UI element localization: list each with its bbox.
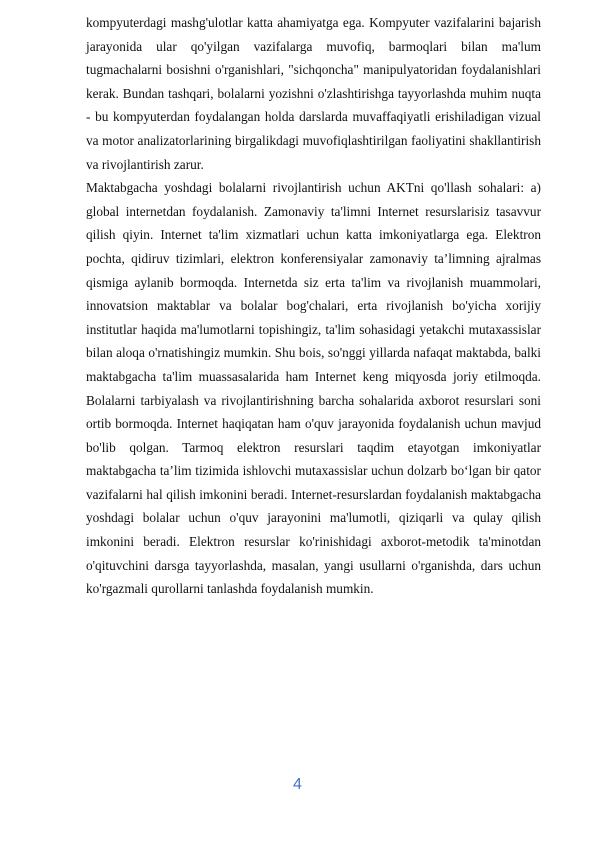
paragraph-1: kompyuterdagi mashg'ulotlar katta ahamiyatga ega. Kompyuter vazifalarini bajarish jarayonida ular qo'yilgan vazifalarga muvofiq, barmoqlari bilan ma'lum tugmachalarni bosishni o'rganishlari, "sichqoncha" manipulyatoridan foydalanishlari kerak. Bundan tashqari, bolalarni yozishni o'zlashtirishga tayyorlashda muhim nuqta - bu kompyuterdan foydalangan holda darslarda muvaffaqiyatli erishiladigan vizual va motor analizatorlarining birgalikdagi muvofiqlashtirilgan faoliyatini shakllantirish va rivojlantirish zarur. xyxy=(86,15,541,172)
page-number: 4 xyxy=(293,776,302,793)
body-text xyxy=(86,11,541,601)
paragraph-2: Maktabgacha yoshdagi bolalarni rivojlantirish uchun AKTni qo'llash sohalari: a) global internetdan foydalanish. Zamonaviy ta'limni Internet resurslarisiz tasavvur qilish qiyin. Internet ta'lim xizmatlari uchun katta imkoniyatlarga ega. Elektron pochta, qidiruv tizimlari, elektron konferensiyalar zamonaviy ta’limning ajralmas qismiga aylanib bormoqda. Internetda siz erta ta'lim va rivojlanish muammolari, innovatsion maktablar va bolalar bog'chalari, erta rivojlanish bo'yicha xorijiy institutlar haqida ma'lumotlarni topishingiz, ta'lim sohasidagi yetakchi mutaxassislar bilan aloqa o'rnatishingiz mumkin. Shu bois, so'nggi yillarda nafaqat maktabda, balki maktabgacha ta'lim muassasalarida ham Internet keng miqyosda joriy etilmoqda. Bolalarni tarbiyalash va rivojlantirishning barcha sohalarida axborot resurslari soni ortib bormoqda. Internet haqiqatan ham o'quv jarayonida foydalanish uchun mavjud bo'lib qolgan. Tarmoq elektron resurslari taqdim etayotgan imkoniyatlar maktabgacha ta’lim tizimida ishlovchi mutaxassislar uchun dolzarb bo‘lgan bir qator vazifalarni hal qilish imkonini beradi. Internet-resurslardan foydalanish maktabgacha yoshdagi bolalar uchun o'quv jarayonini ma'lumotli, qiziqarli va qulay qilish imkonini beradi. Elektron resurslar ko'rinishidagi axborot-metodik ta'minotdan o'qituvchini darsga tayyorlashda, masalan, yangi usullarni o'rganishda, dars uchun ko'rgazmali qurollarni tanlashda foydalanish mumkin. xyxy=(86,180,541,597)
